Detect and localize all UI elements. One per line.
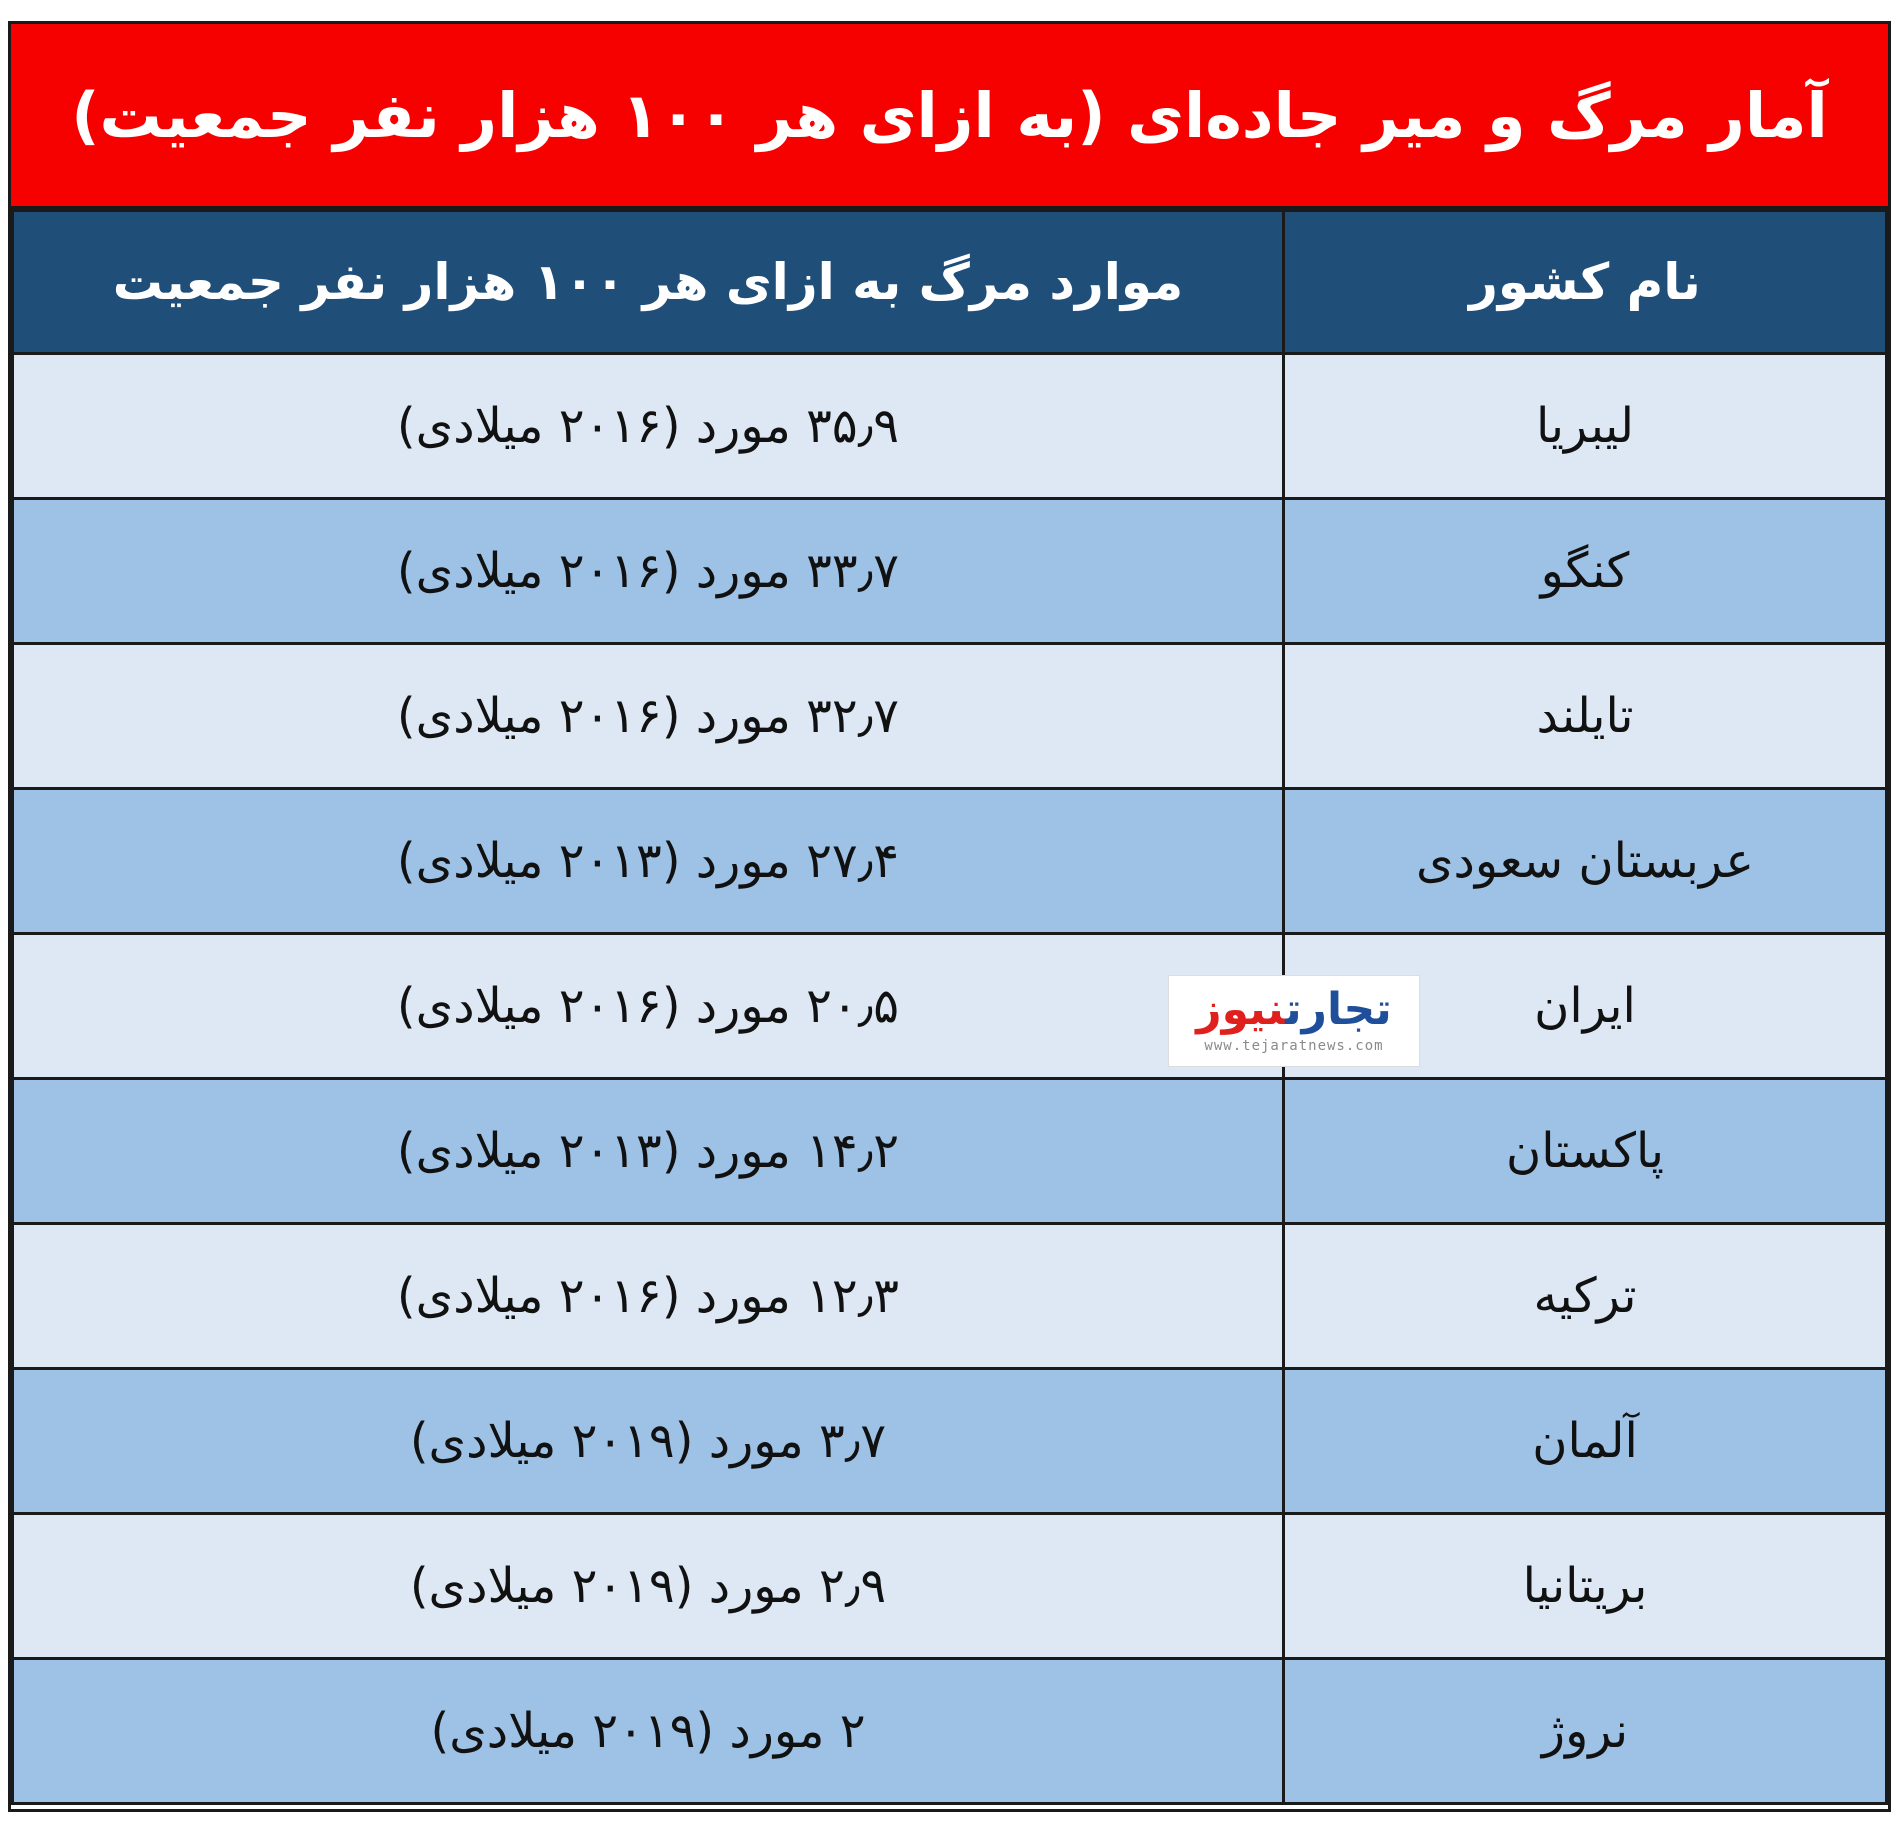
table-row xyxy=(13,1224,1887,1369)
country-cell: ایران xyxy=(1284,934,1887,1079)
deaths-cell: ۲۰٫۵ مورد (۲۰۱۶ میلادی) xyxy=(13,934,1284,1079)
header-deaths: موارد مرگ به ازای هر ۱۰۰ هزار نفر جمعیت xyxy=(13,211,1284,354)
table-header-row xyxy=(13,211,1887,354)
watermark-logo-part1: تجارت xyxy=(1285,984,1392,1035)
road-deaths-table xyxy=(11,209,1888,1805)
country-cell: ترکیه xyxy=(1284,1224,1887,1369)
deaths-cell: ۳۳٫۷ مورد (۲۰۱۶ میلادی) xyxy=(13,499,1284,644)
table-row xyxy=(13,1659,1887,1804)
country-cell: لیبریا xyxy=(1284,354,1887,499)
country-cell: آلمان xyxy=(1284,1369,1887,1514)
table-row xyxy=(13,789,1887,934)
deaths-cell: ۱۲٫۳ مورد (۲۰۱۶ میلادی) xyxy=(13,1224,1284,1369)
deaths-cell: ۲۷٫۴ مورد (۲۰۱۳ میلادی) xyxy=(13,789,1284,934)
header-country: نام کشور xyxy=(1284,211,1887,354)
stats-table-card xyxy=(8,21,1891,1812)
deaths-cell: ۳۵٫۹ مورد (۲۰۱۶ میلادی) xyxy=(13,354,1284,499)
table-title: آمار مرگ و میر جاده‌ای (به ازای هر ۱۰۰ هزار نفر جمعیت) xyxy=(11,24,1888,209)
deaths-cell: ۳۲٫۷ مورد (۲۰۱۶ میلادی) xyxy=(13,644,1284,789)
table-row xyxy=(13,499,1887,644)
country-cell: عربستان سعودی xyxy=(1284,789,1887,934)
country-cell: تایلند xyxy=(1284,644,1887,789)
deaths-cell: ۲ مورد (۲۰۱۹ میلادی) xyxy=(13,1659,1284,1804)
watermark-url: www.tejaratnews.com xyxy=(1204,1038,1384,1054)
table-row xyxy=(13,1079,1887,1224)
watermark-logo xyxy=(1168,975,1420,1067)
deaths-cell: ۳٫۷ مورد (۲۰۱۹ میلادی) xyxy=(13,1369,1284,1514)
table-row xyxy=(13,354,1887,499)
deaths-cell: ۱۴٫۲ مورد (۲۰۱۳ میلادی) xyxy=(13,1079,1284,1224)
country-cell: بریتانیا xyxy=(1284,1514,1887,1659)
table-row xyxy=(13,1514,1887,1659)
watermark-logo-part2: نیوز xyxy=(1196,984,1286,1035)
deaths-cell: ۲٫۹ مورد (۲۰۱۹ میلادی) xyxy=(13,1514,1284,1659)
table-row xyxy=(13,934,1887,1079)
country-cell: کنگو xyxy=(1284,499,1887,644)
watermark-logo-text xyxy=(1196,984,1392,1035)
table-row xyxy=(13,1369,1887,1514)
country-cell: نروژ xyxy=(1284,1659,1887,1804)
table-row xyxy=(13,644,1887,789)
country-cell: پاکستان xyxy=(1284,1079,1887,1224)
